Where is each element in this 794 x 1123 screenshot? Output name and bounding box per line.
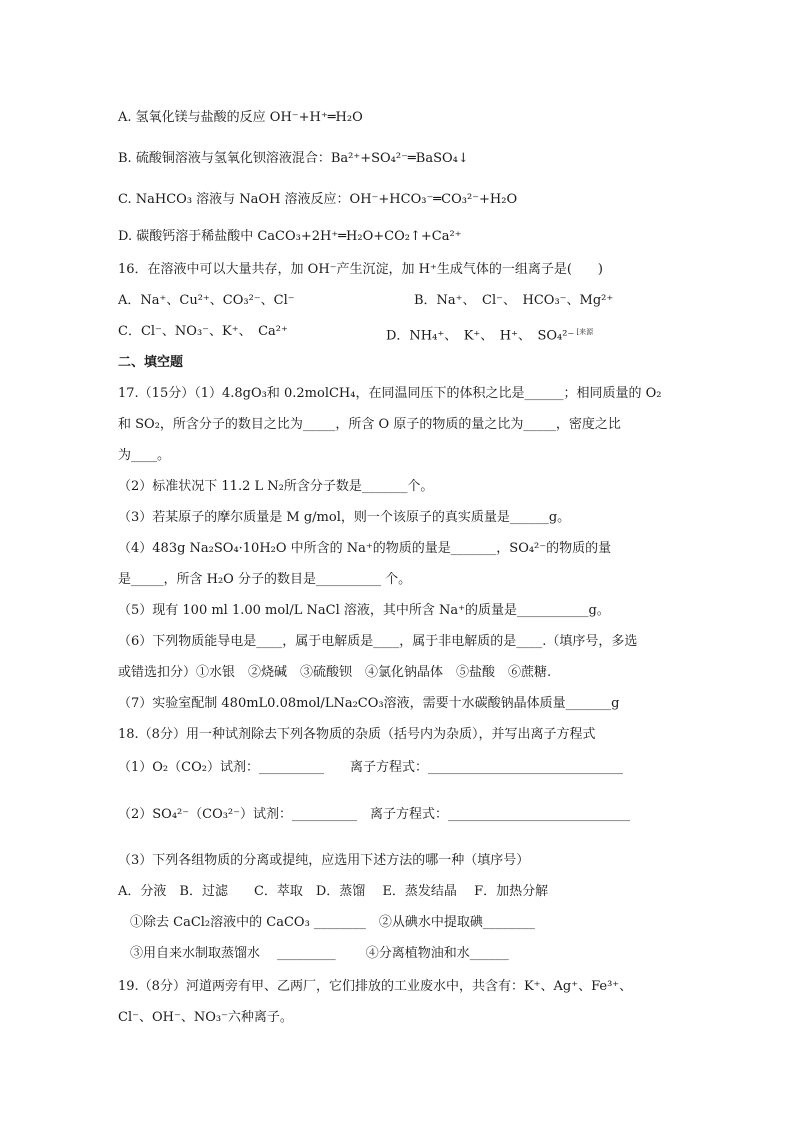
- q18-part-1: （1）O₂（CO₂）试剂：__________ 离子方程式：______________________________: [118, 760, 623, 775]
- q17-line-1: 17.（15分）（1）4.8gO₃和 0.2molCH₄，在同温同压下的体积之比是______；相同质量的 O₂: [118, 386, 662, 401]
- q15-option-b: B. 硫酸铜溶液与氢氧化钡溶液混合：Ba²⁺+SO₄²⁻═BaSO₄↓: [118, 151, 469, 166]
- q16-stem: 16．在溶液中可以大量共存，加 OH⁻产生沉淀，加 H⁺生成气体的一组离子是( ): [118, 262, 604, 277]
- q19-line-1: 19.（8分）河道两旁有甲、乙两厂，它们排放的工业废水中，共含有：K⁺、Ag⁺、Fe³⁺、: [118, 979, 633, 994]
- q17-part-7: （7）实验室配制 480mL0.08mol/LNa₂CO₃溶液，需要十水碳酸钠晶体质量_______g: [118, 696, 620, 711]
- q17-line-2: 和 SO₂，所含分子的数目之比为_____，所含 O 原子的物质的量之比为_____，密度之比: [118, 417, 621, 432]
- section-title: 二、填空题: [118, 355, 184, 370]
- source-stamp: [来源: [576, 328, 594, 336]
- q18-part-3: （3）下列各组物质的分离或提纯，应选用下述方法的哪一种（填序号）: [118, 853, 530, 868]
- q18-sub-2: ③用自来水制取蒸馏水 _________ ④分离植物油和水______: [130, 946, 509, 961]
- q15-option-a: A. 氢氧化镁与盐酸的反应 OH⁻+H⁺═H₂O: [118, 110, 363, 125]
- q17-part-6a: （6）下列物质能导电是____，属于电解质是____，属于非电解质的是____.（填序号，多选: [118, 634, 638, 649]
- q17-part-5: （5）现有 100 ml 1.00 mol/L NaCl 溶液，其中所含 Na⁺的质量是___________g。: [118, 603, 610, 618]
- q18-part-2: （2）SO₄²⁻（CO₃²⁻）试剂：__________ 离子方程式：____________________________: [118, 807, 631, 822]
- q16-option-c: C．Cl⁻、NO₃⁻、K⁺、 Ca²⁺: [118, 324, 288, 339]
- q15-option-d: D. 碳酸钙溶于稀盐酸中 CaCO₃+2H⁺═H₂O+CO₂↑+Ca²⁺: [118, 229, 462, 244]
- q17-part-4a: （4）483g Na₂SO₄·10H₂O 中所含的 Na⁺的物质的量是_______，SO₄²⁻的物质的量: [118, 541, 612, 556]
- q17-line-3: 为____。: [118, 448, 171, 463]
- q19-line-2: Cl⁻、OH⁻、NO₃⁻六种离子。: [118, 1010, 293, 1025]
- q18-methods: A．分液 B．过滤 C．萃取 D．蒸馏 E．蒸发结晶 F．加热分解: [118, 884, 549, 899]
- q15-option-c: C. NaHCO₃ 溶液与 NaOH 溶液反应：OH⁻+HCO₃⁻═CO₃²⁻+H₂O: [118, 192, 518, 207]
- q18-sub-1: ①除去 CaCl₂溶液中的 CaCO₃ ________ ②从碘水中提取碘________: [130, 915, 535, 930]
- q16-option-a: A．Na⁺、Cu²⁺、CO₃²⁻、Cl⁻: [118, 293, 295, 308]
- q16-option-d-text: D．NH₄⁺、 K⁺、 H⁺、 SO₄²⁻: [386, 328, 575, 344]
- q17-part-2: （2）标准状况下 11.2 L N₂所含分子数是_______个。: [118, 479, 434, 494]
- q16-option-b: B．Na⁺、 Cl⁻、 HCO₃⁻、Mg²⁺: [414, 293, 614, 308]
- q17-part-3: （3）若某原子的摩尔质量是 M g/mol，则一个该原子的真实质量是______g。: [118, 510, 571, 525]
- q17-part-6b: 或错选扣分）①水银 ②烧碱 ③硫酸钡 ④氯化钠晶体 ⑤盐酸 ⑥蔗糖.: [118, 665, 552, 680]
- q17-part-4b: 是_____，所含 H₂O 分子的数目是__________ 个。: [118, 572, 412, 587]
- q16-option-d: [386, 323, 593, 345]
- q18-stem: 18.（8分）用一种试剂除去下列各物质的杂质（括号内为杂质），并写出离子方程式: [118, 727, 596, 742]
